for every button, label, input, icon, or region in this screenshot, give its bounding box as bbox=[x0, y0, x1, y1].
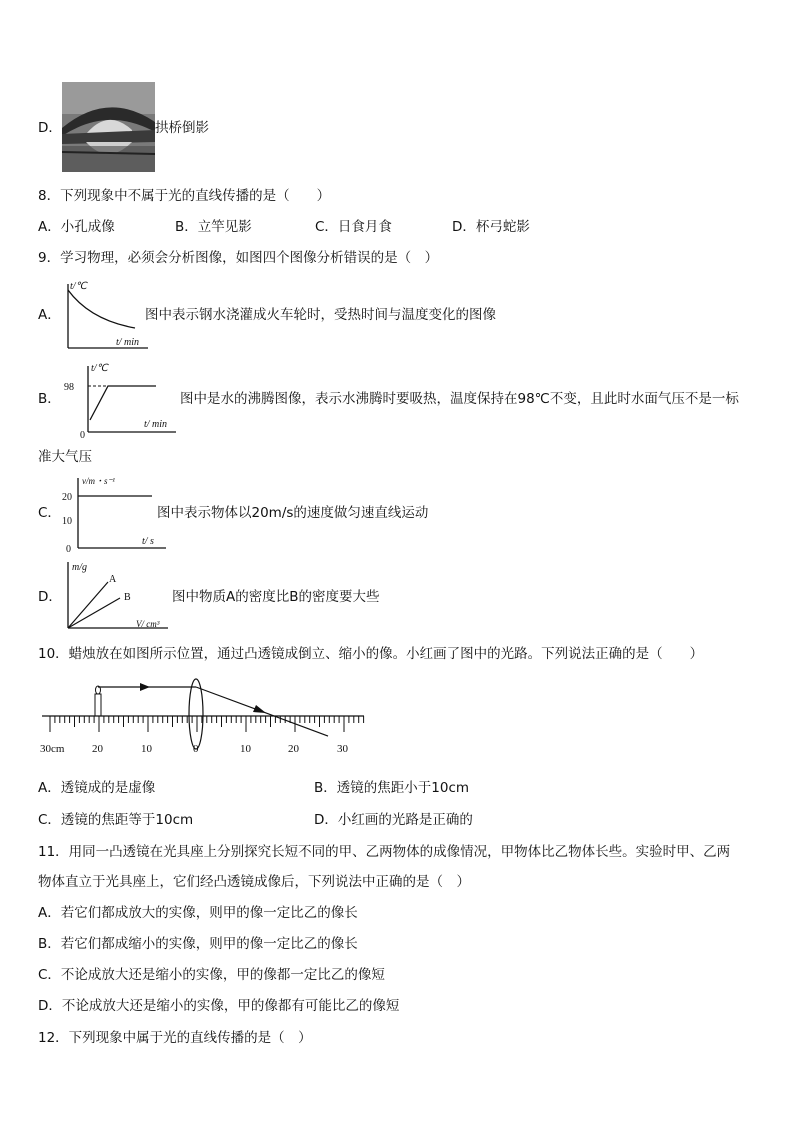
boiling-curve-graph bbox=[60, 360, 180, 440]
graph-b-x-label: t/ min bbox=[144, 419, 168, 430]
q9-option-a-text: 图中表示钢水浇灌成火车轮时，受热时间与温度变化的图像 bbox=[145, 307, 496, 323]
graph-d-x-label: V/ cm³ bbox=[136, 619, 160, 629]
q8-option-c: C．日食月食 bbox=[315, 219, 392, 235]
q7-option-d-text: 拱桥倒影 bbox=[155, 120, 209, 136]
q8-option-d: D．杯弓蛇影 bbox=[452, 219, 530, 235]
q10-option-d: D．小红画的光路是正确的 bbox=[314, 812, 473, 828]
q10-option-c: C．透镜的焦距等于10cm bbox=[38, 812, 194, 828]
q9-option-d-label: D． bbox=[38, 589, 62, 605]
q9-option-b-label: B． bbox=[38, 391, 61, 407]
q10-stem: 10．蜡烛放在如图所示位置，通过凸透镜成倒立、缩小的像。小红画了图中的光路。下列说法正确的是（ ） bbox=[38, 646, 704, 662]
q9-stem: 9．学习物理，必须会分析图像，如图四个图像分析错误的是（ ） bbox=[38, 250, 439, 266]
velocity-time-graph bbox=[60, 474, 170, 554]
graph-a-y-label: t/℃ bbox=[70, 281, 87, 292]
candle bbox=[95, 694, 101, 716]
convex-lens bbox=[189, 679, 203, 749]
cooling-curve-graph bbox=[60, 278, 150, 354]
ruler-label-20-left: 20 bbox=[92, 743, 103, 755]
q9-option-d-text: 图中物质A的密度比B的密度要大些 bbox=[172, 589, 380, 605]
ruler-ticks bbox=[50, 716, 364, 732]
graph-d-line-b-label: B bbox=[124, 592, 131, 603]
graph-c-y-label: v/m・s⁻¹ bbox=[82, 476, 115, 486]
q11-option-a: A．若它们都成放大的实像，则甲的像一定比乙的像长 bbox=[38, 905, 358, 921]
q9-option-a-label: A． bbox=[38, 307, 61, 323]
q11-option-b: B．若它们都成缩小的实像，则甲的像一定比乙的像长 bbox=[38, 936, 358, 952]
q10-option-b: B．透镜的焦距小于10cm bbox=[314, 780, 470, 796]
q7-option-d-label: D． bbox=[38, 120, 62, 136]
q8-stem: 8．下列现象中不属于光的直线传播的是（ ） bbox=[38, 188, 331, 204]
graph-d-line-a-label: A bbox=[109, 574, 117, 585]
graph-c-y-tick-10: 10 bbox=[62, 516, 72, 527]
ruler-label-20-right: 20 bbox=[288, 743, 299, 755]
graph-b-origin: 0 bbox=[80, 430, 85, 440]
q12-stem: 12．下列现象中属于光的直线传播的是（ ） bbox=[38, 1030, 312, 1046]
q9-option-c-label: C． bbox=[38, 505, 61, 521]
ruler-label-10-left: 10 bbox=[141, 743, 152, 755]
q11-stem-line1: 11．用同一凸透镜在光具座上分别探究长短不同的甲、乙两物体的成像情况，甲物体比乙物体长些。实验时甲、乙两 bbox=[38, 844, 731, 860]
q11-option-d: D．不论成放大还是缩小的实像，甲的像都有可能比乙的像短 bbox=[38, 998, 400, 1014]
ruler-label-30-right: 30 bbox=[337, 743, 348, 755]
graph-c-x-label: t/ s bbox=[142, 536, 154, 547]
lens-optical-bench-diagram bbox=[38, 674, 368, 756]
graph-b-y-tick: 98 bbox=[64, 382, 74, 393]
graph-b-y-label: t/℃ bbox=[91, 363, 108, 374]
arch-bridge-reflection-photo bbox=[62, 82, 155, 172]
q10-option-a: A．透镜成的是虚像 bbox=[38, 780, 156, 796]
ruler-label-30cm: 30cm bbox=[40, 743, 65, 755]
q9-option-b-text-cont: 准大气压 bbox=[38, 449, 92, 465]
mass-volume-graph bbox=[60, 558, 172, 634]
q11-stem-line2: 物体直立于光具座上，它们经凸透镜成像后，下列说法中正确的是（ ） bbox=[38, 874, 470, 890]
ruler-label-0: 0 bbox=[193, 743, 199, 755]
q11-option-c: C．不论成放大还是缩小的实像，甲的像都一定比乙的像短 bbox=[38, 967, 385, 983]
graph-d-y-label: m/g bbox=[72, 562, 87, 573]
graph-c-y-tick-20: 20 bbox=[62, 492, 72, 503]
q8-option-b: B．立竿见影 bbox=[175, 219, 252, 235]
q8-option-a: A．小孔成像 bbox=[38, 219, 115, 235]
graph-a-x-label: t/ min bbox=[116, 337, 140, 348]
q9-option-b-text: 图中是水的沸腾图像，表示水沸腾时要吸热，温度保持在98℃不变，且此时水面气压不是一标 bbox=[180, 391, 739, 407]
ruler-label-10-right: 10 bbox=[240, 743, 251, 755]
q9-option-c-text: 图中表示物体以20m/s的速度做匀速直线运动 bbox=[157, 505, 429, 521]
graph-c-y-tick-0: 0 bbox=[66, 544, 71, 554]
